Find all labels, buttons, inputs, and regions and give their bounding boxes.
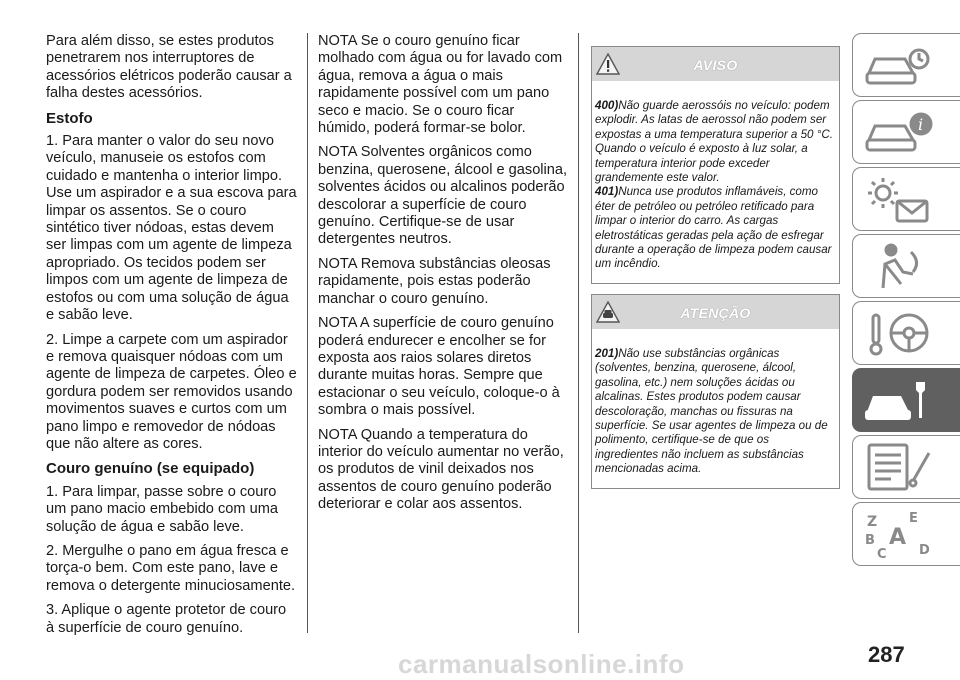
paragraph: 1. Para manter o valor do seu novo veículo, manuseie os estofos com cuidado e mantenha o interior limpo. Use um aspirador e a sua escova para limpar os assentos. Se o couro sintético tiver nódoas, estas devem ser limpas com um agente de limpeza apropriado. Os tecidos podem ser limpos com um agente de limpeza de estofos ou com uma solução de água e sabão leve. <box>46 133 297 324</box>
tab-maintenance[interactable] <box>852 368 960 432</box>
section-heading-couro: Couro genuíno (se equipado) <box>46 460 255 478</box>
tab-specifications[interactable] <box>852 435 960 499</box>
column-divider <box>578 33 579 633</box>
car-info-icon <box>861 106 937 158</box>
warning-box-aviso <box>591 46 840 284</box>
note-paragraph: NOTA Quando a temperatura do interior do veículo aumentar no verão, os produtos de vinil deixados nos assentos de couro genuíno poderão deteriorar e colar aos assentos. <box>318 426 564 513</box>
warning-box-body <box>592 81 839 280</box>
tab-dashboard[interactable] <box>852 33 960 97</box>
svg-text:E: E <box>909 511 918 526</box>
caution-box-header <box>592 295 839 329</box>
car-service-wrench-icon <box>861 374 937 426</box>
item-number: 401) <box>595 185 619 199</box>
svg-text:D: D <box>919 543 930 558</box>
warning-item <box>595 185 834 271</box>
steering-key-icon <box>861 307 937 359</box>
watermark: carmanualsonline.info <box>398 649 685 679</box>
warning-item <box>595 99 834 185</box>
svg-text:i: i <box>918 115 924 134</box>
tab-warning-lights[interactable] <box>852 167 960 231</box>
item-text: Não use substâncias orgânicas (solventes, benzina, querosene, álcool, gasolina, etc.) nem soluções ácidas ou alcalinas. Estes produtos podem causar descoloração, manchas ou fissuras na superfície. Se usar agentes de limpeza ou de polimento, certifique-se de que os ingredientes não incluem as substâncias mencionadas acima. <box>595 347 828 476</box>
paragraph: 2. Limpe a carpete com um aspirador e remova quaisquer nódoas com um agente de limpeza de carpetes. Óleo e gordura podem ser removidos usando movimentos suaves e curtos com um pano limpo e removedor de nódoas que não altere as cores. <box>46 331 297 452</box>
caution-box-body <box>592 329 839 485</box>
svg-text:B: B <box>865 533 875 548</box>
item-text: Nunca use produtos inflamáveis, como éter de petróleo ou petróleo retificado para limpar o interior do carro. As cargas eletrostáticas geradas pela ação de esfregar durante a operação de limpeza podem causar um incêndio. <box>595 185 832 271</box>
tab-starting-driving[interactable] <box>852 301 960 365</box>
alphabetical-index-icon <box>861 508 937 560</box>
column-divider <box>307 33 308 633</box>
note-paragraph: NOTA Remova substâncias oleosas rapidamente, pois estas poderão manchar o couro genuíno. <box>318 255 551 307</box>
paragraph: 3. Aplique o agente protetor de couro à superfície de couro genuíno. <box>46 602 287 636</box>
warning-box-header <box>592 47 839 81</box>
text-column-2 <box>318 33 570 521</box>
tab-index[interactable] <box>852 502 960 566</box>
tab-safety[interactable] <box>852 234 960 298</box>
note-paragraph: NOTA Se o couro genuíno ficar molhado com água ou for lavado com água, remova a água o mais rapidamente possível com um pano seco e macio. Se o couro ficar húmido, poderá formar-se bolor. <box>318 33 563 137</box>
paragraph: 1. Para limpar, passe sobre o couro um pano macio embebido com uma solução de água e sabão leve. <box>46 483 278 535</box>
caution-box-title: ATENÇÃO <box>680 305 751 321</box>
section-heading-estofo: Estofo <box>46 109 93 127</box>
tab-car-info[interactable] <box>852 100 960 164</box>
svg-text:Z: Z <box>867 514 878 530</box>
note-paragraph: NOTA A superfície de couro genuíno poderá endurecer e encolher se for exposta aos raios solares diretos durante muitas horas. Sempre que estacionar o seu veículo, coloque-o à sombra o mais possível. <box>318 315 560 419</box>
item-text: Não guarde aerossóis no veículo: podem explodir. As latas de aerossol não podem ser expostas a uma temperatura superior a 50 °C. Quando o veículo é exposto à luz solar, a temperatura interior pode exceder grandemente este valor. <box>595 99 833 185</box>
caution-box-atencao <box>591 294 840 489</box>
caution-item <box>595 347 834 477</box>
svg-text:A: A <box>889 525 907 550</box>
seatbelt-airbag-icon <box>861 240 937 292</box>
specifications-list-icon <box>861 441 937 493</box>
paragraph: 2. Mergulhe o pano em água fresca e torça-o bem. Com este pano, lave e remova o detergente minuciosamente. <box>46 542 296 594</box>
warning-lights-mail-icon <box>861 173 937 225</box>
car-dashboard-icon <box>861 39 937 91</box>
item-number: 201) <box>595 347 619 360</box>
svg-text:C: C <box>877 547 887 560</box>
item-number: 400) <box>595 99 619 112</box>
note-paragraph: NOTA Solventes orgânicos como benzina, querosene, álcool e gasolina, solventes ácidos ou alcalinos poderão descolorar a superfície de couro genuíno. Certifique-se de usar detergentes neutros. <box>318 144 568 248</box>
text-column-1 <box>46 33 298 644</box>
warning-box-title: AVISO <box>693 57 738 73</box>
page-number: 287 <box>868 642 905 667</box>
paragraph: Para além disso, se estes produtos penetrarem nos interruptores de acessórios elétricos poderão causar a falha destes acessórios. <box>46 33 292 102</box>
